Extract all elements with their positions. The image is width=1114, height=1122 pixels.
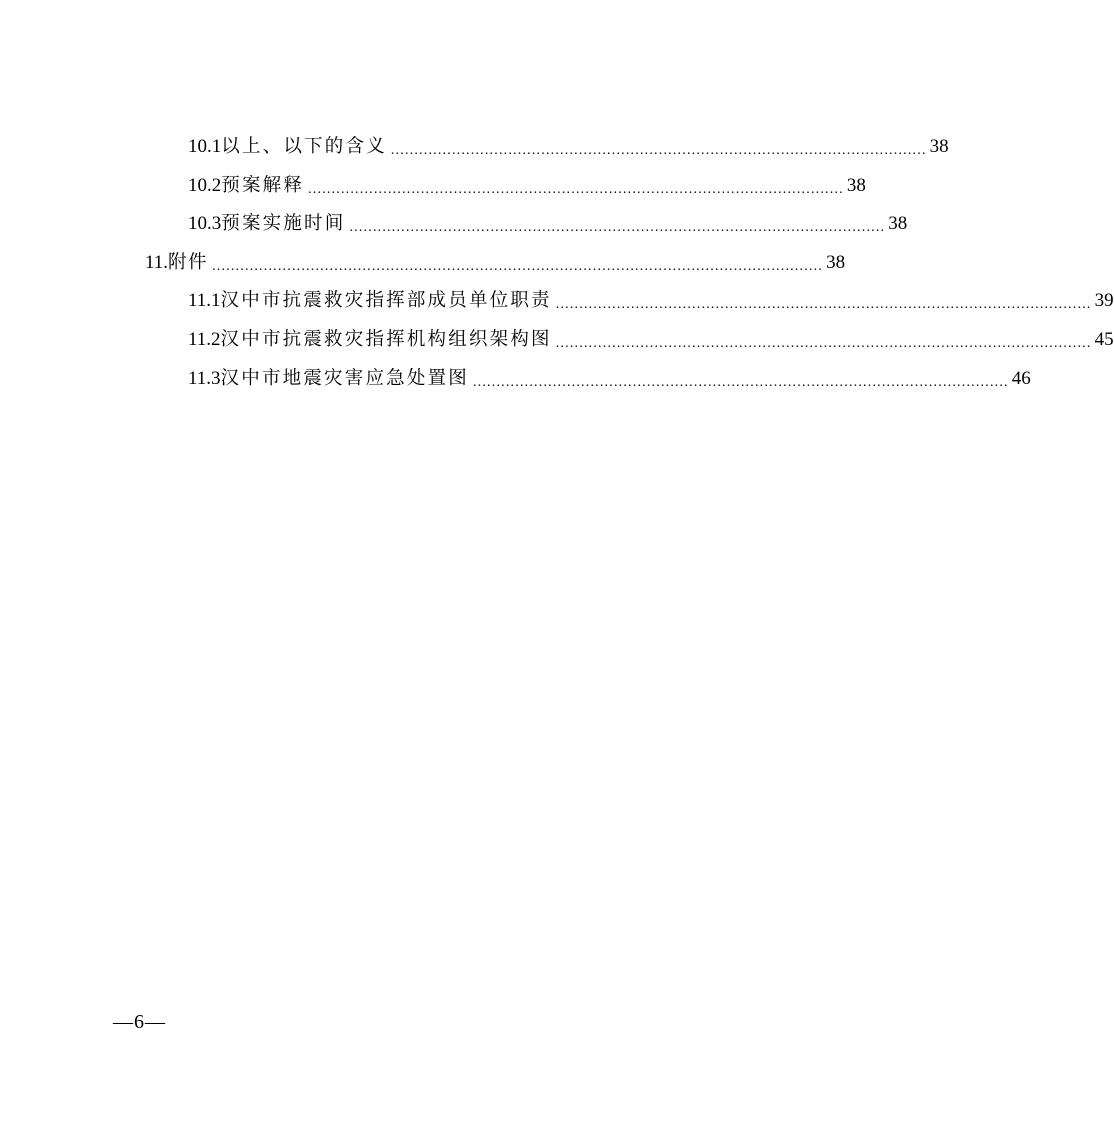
page-number-footer: —6— [113,1011,166,1033]
toc-entry-page: 46 [1011,367,1031,389]
toc-entry-number: 11.1 [188,290,221,312]
toc-entry-10-2[interactable] [145,167,866,206]
toc-leader-dots: .................................................................................................................. [472,374,1009,390]
toc-leader-dots: .................................................................................................................. [390,143,927,158]
toc-entry-11-3[interactable] [145,360,1031,399]
toc-entry-number: 10.2 [188,174,222,196]
toc-leader-dots: .................................................................................................................. [349,220,886,236]
toc-entry-10-1[interactable] [145,128,949,167]
toc-entry-page: 45 [1094,328,1114,350]
toc-entry-number: 11.3 [188,367,221,389]
toc-entry-title: 预案实施时间 [221,213,346,235]
toc-entry-title: 汉中市抗震救灾指挥机构组织架构图 [220,328,552,350]
toc-entry-number: 11.2 [188,328,221,350]
toc-leader-dots: .................................................................................................................. [555,297,1092,313]
toc-leader-dots: .................................................................................................................. [308,181,844,197]
toc-entry-page: 38 [846,174,866,196]
toc-entry-11[interactable] [145,244,846,283]
toc-entry-11-1[interactable] [145,282,1114,321]
toc-entry-10-3[interactable] [145,205,908,244]
toc-leader-dots: .................................................................................................................................. [212,258,824,274]
toc-entry-title: 汉中市地震灾害应急处置图 [220,367,469,389]
toc-entry-number: 10.1 [188,136,222,157]
toc-entry-number: 11. [145,251,169,273]
toc-entry-page: 38 [929,136,949,157]
toc-entry-number: 10.3 [188,213,222,235]
toc-entry-page: 39 [1094,290,1114,312]
toc-entry-title: 预案解释 [221,174,305,196]
toc-entry-title: 附件 [168,251,209,273]
toc-entry-page: 38 [826,251,846,273]
toc-leader-dots: .................................................................................................................. [555,335,1092,351]
toc-entry-page: 38 [888,213,908,235]
toc-entry-title: 以上、以下的含义 [221,136,387,157]
toc-entry-11-2[interactable] [145,321,1114,360]
toc-entry-title: 汉中市抗震救灾指挥部成员单位职责 [220,290,552,312]
table-of-contents [145,128,1114,398]
